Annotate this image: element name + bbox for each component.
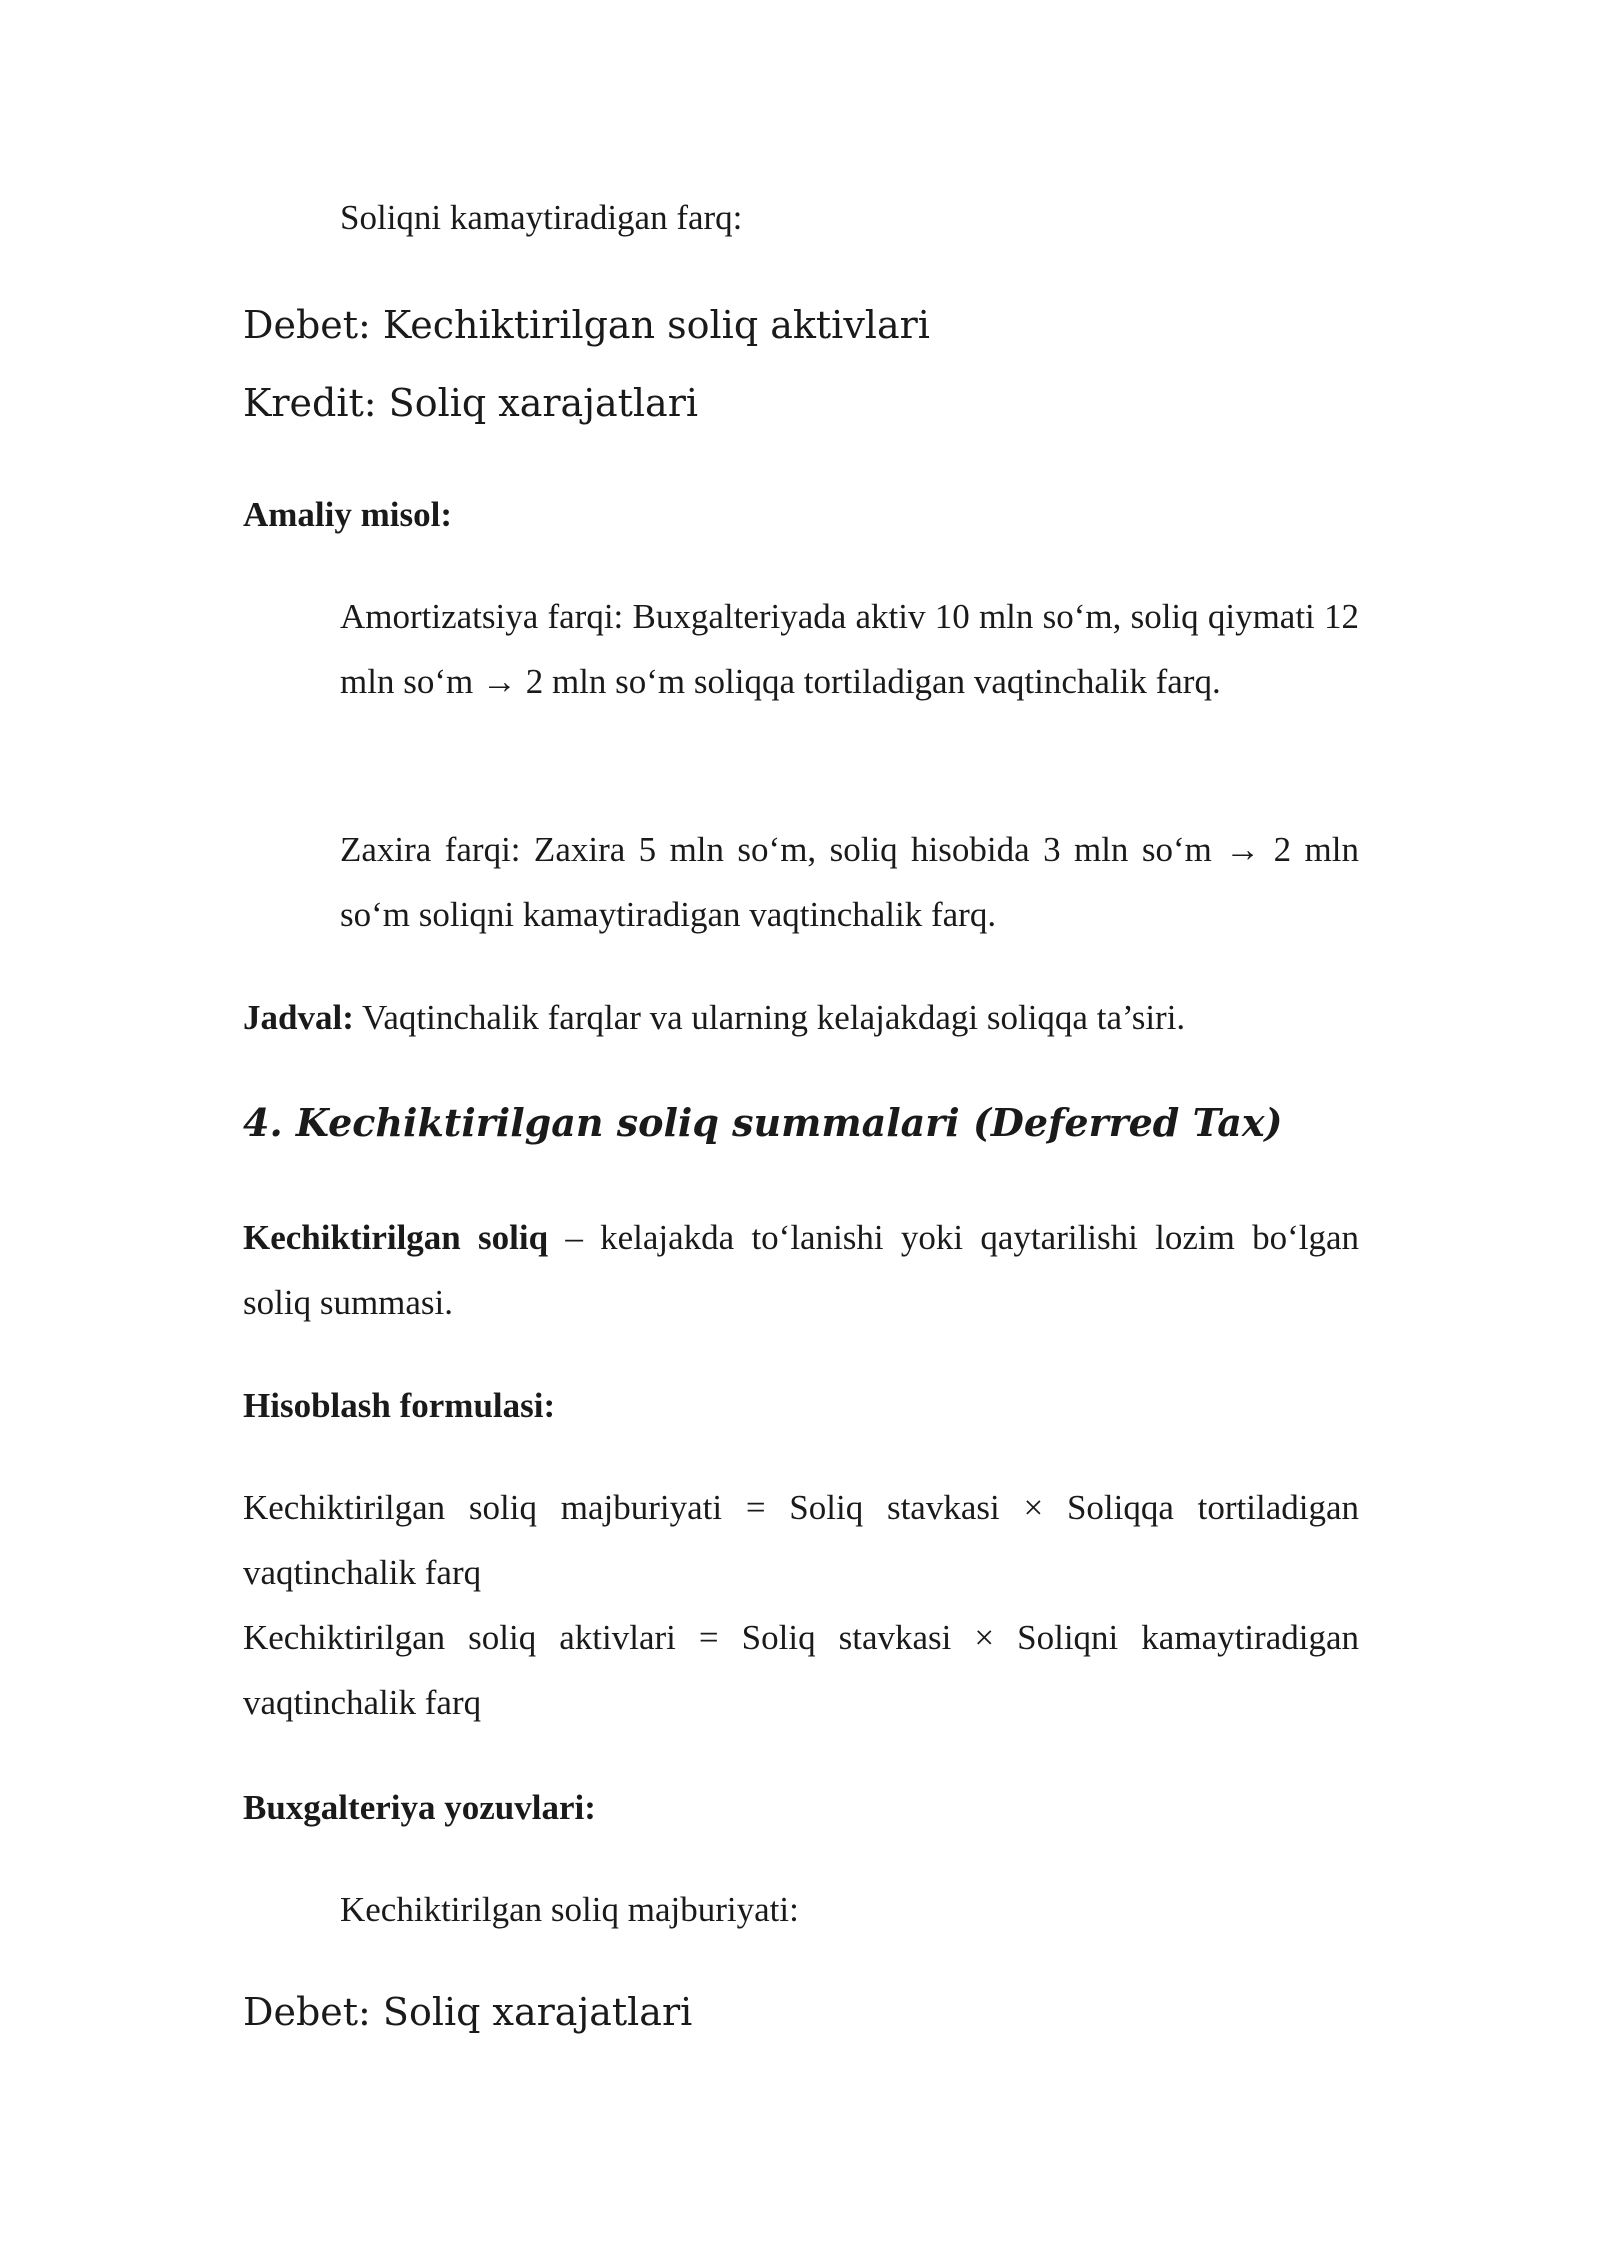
definition-paragraph <box>243 1205 1359 1335</box>
example-heading: Amaliy misol: <box>243 495 453 534</box>
table-note-text: Vaqtinchalik farqlar va ularning kelajakdagi soliqqa ta’siri. <box>353 998 1186 1037</box>
entries-heading: Buxgalteriya yozuvlari: <box>243 1788 596 1827</box>
formula-heading: Hisoblash formulasi: <box>243 1386 556 1425</box>
table-note-label: Jadval: <box>243 998 354 1037</box>
formula-liability: Kechiktirilgan soliq majburiyati = Soliq stavkasi × Soliqqa tortiladigan vaqtinchalik farq <box>243 1488 1359 1592</box>
table-note <box>243 985 1359 1050</box>
definition-term: Kechiktirilgan soliq <box>243 1218 549 1257</box>
liability-label: Kechiktirilgan soliq majburiyati: <box>340 1890 799 1929</box>
journal-entry-debit: Debet: Kechiktirilgan soliq aktivlari <box>243 303 930 347</box>
section-heading: 4. Kechiktirilgan soliq summalari (Deferred Tax) <box>243 1100 1283 1145</box>
example-item-reserve: Zaxira farqi: Zaxira 5 mln so‘m, soliq hisobida 3 mln so‘m → 2 mln so‘m soliqni kamaytiradigan vaqtinchalik farq. <box>340 830 1359 934</box>
formula-asset: Kechiktirilgan soliq aktivlari = Soliq stavkasi × Soliqni kamaytiradigan vaqtinchalik farq <box>243 1618 1359 1722</box>
journal-entry-debit-2: Debet: Soliq xarajatlari <box>243 1990 693 2034</box>
definition-text: – kelajakda to‘lanishi yoki qaytarilishi lozim bo‘lgan soliq summasi. <box>243 1218 1360 1322</box>
example-item-depreciation: Amortizatsiya farqi: Buxgalteriyada aktiv 10 mln so‘m, soliq qiymati 12 mln so‘m → 2 mln so‘m soliqqa tortiladigan vaqtinchalik farq. <box>340 597 1359 701</box>
intro-label: Soliqni kamaytiradigan farq: <box>340 198 743 237</box>
journal-entry-credit: Kredit: Soliq xarajatlari <box>243 381 699 425</box>
